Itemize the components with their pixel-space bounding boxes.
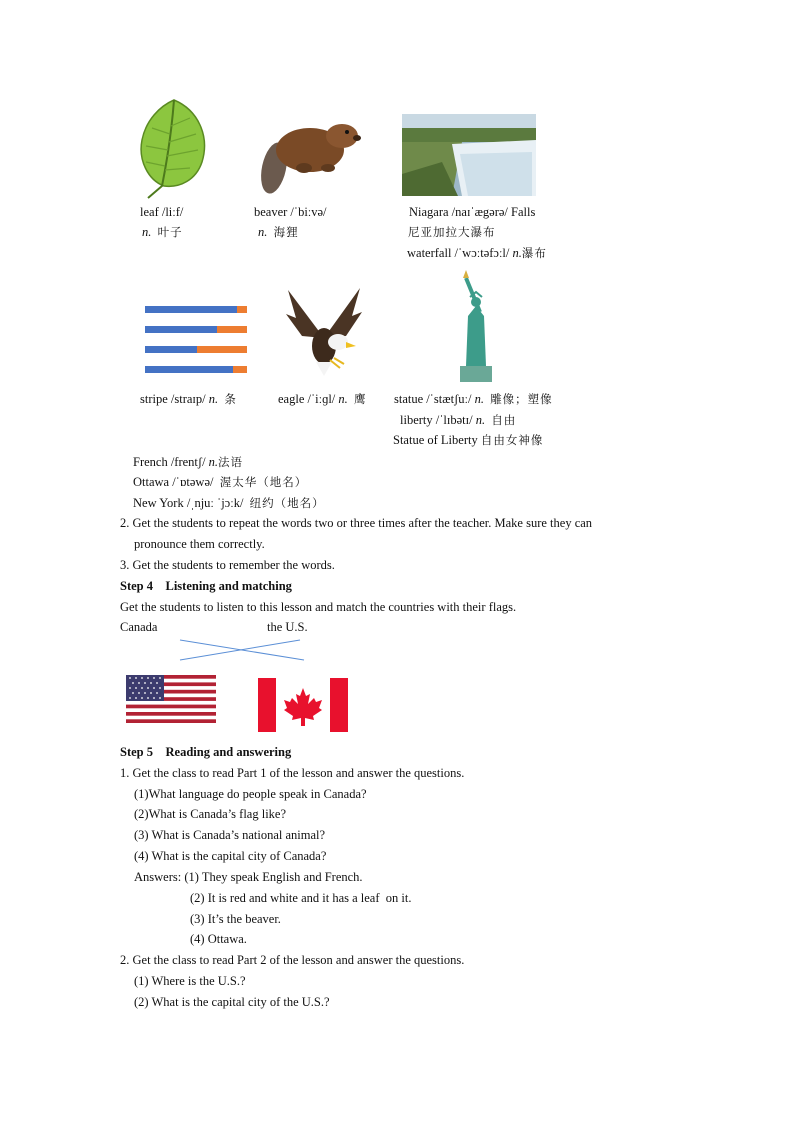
vocab-leaf: leaf /liːf/: [140, 205, 184, 219]
vocab-niagara-meaning: 尼亚加拉大瀑布: [408, 225, 496, 239]
beaver-icon: [256, 110, 364, 198]
vocab-statue-of-liberty: Statue of Liberty 自由女神像: [393, 433, 544, 447]
step5-intro1: 1. Get the class to read Part 1 of the lesson and answer the questions.: [120, 766, 465, 780]
vocab-new-york: New York /ˌnjuː ˈjɔːk/ 纽约（地名）: [133, 496, 325, 510]
question-1-1: (1)What language do people speak in Canada?: [134, 787, 367, 801]
vocab-niagara: Niagara /naɪˈægərə/ Falls: [409, 205, 536, 219]
vocab-beaver-meaning: n. 海狸: [258, 225, 299, 239]
statue-of-liberty-icon: [454, 270, 498, 382]
eagle-icon: [286, 284, 362, 380]
stripes-icon: [145, 304, 247, 376]
vocab-eagle: eagle /ˈiːɡl/ n. 鹰: [278, 392, 367, 406]
waterfall-photo: [402, 114, 536, 196]
us-flag-icon: [126, 675, 216, 723]
matching-lines: [176, 638, 308, 664]
step4-title: Step 4 Listening and matching: [120, 579, 292, 593]
instruction-2: 2. Get the students to repeat the words two or three times after the teacher. Make sure they can: [120, 516, 593, 530]
vocab-waterfall: waterfall /ˈwɔːtəfɔːl/ n.瀑布: [407, 246, 547, 260]
answer-4: (4) Ottawa.: [190, 932, 247, 946]
instruction-2-cont: pronounce them correctly.: [134, 537, 265, 551]
question-1-4: (4) What is the capital city of Canada?: [134, 849, 327, 863]
stripe-bar-1: [145, 306, 237, 313]
question-2-1: (1) Where is the U.S.?: [134, 974, 246, 988]
leaf-icon: [134, 96, 212, 200]
vocab-stripe: stripe /straɪp/ n. 条: [140, 392, 237, 406]
vocab-french: French /frentʃ/ n.法语: [133, 455, 244, 469]
answers-label: Answers: (1) They speak English and French.: [134, 870, 363, 884]
canada-flag-icon: [258, 678, 348, 732]
vocab-beaver: beaver /ˈbiːvə/: [254, 205, 327, 219]
question-1-2: (2)What is Canada’s flag like?: [134, 807, 287, 821]
vocab-liberty: liberty /ˈlɪbətɪ/ n. 自由: [400, 413, 517, 427]
instruction-3: 3. Get the students to remember the words.: [120, 558, 335, 572]
answer-3: (3) It’s the beaver.: [190, 912, 281, 926]
step5-intro2: 2. Get the class to read Part 2 of the lesson and answer the questions.: [120, 953, 465, 967]
step4-text: Get the students to listen to this lesson and match the countries with their flags.: [120, 600, 517, 614]
step5-title: Step 5 Reading and answering: [120, 745, 292, 759]
match-right-us: the U.S.: [267, 620, 308, 634]
vocab-statue: statue /ˈstætʃuː/ n. 雕像；塑像: [394, 392, 553, 406]
vocab-ottawa: Ottawa /ˈɒtəwə/ 渥太华（地名）: [133, 475, 308, 489]
vocab-leaf-meaning: n. 叶子: [142, 225, 183, 239]
question-1-3: (3) What is Canada’s national animal?: [134, 828, 326, 842]
question-2-2: (2) What is the capital city of the U.S.?: [134, 995, 330, 1009]
match-left-canada: Canada: [120, 620, 158, 634]
answer-2: (2) It is red and white and it has a leaf on it.: [190, 891, 412, 905]
